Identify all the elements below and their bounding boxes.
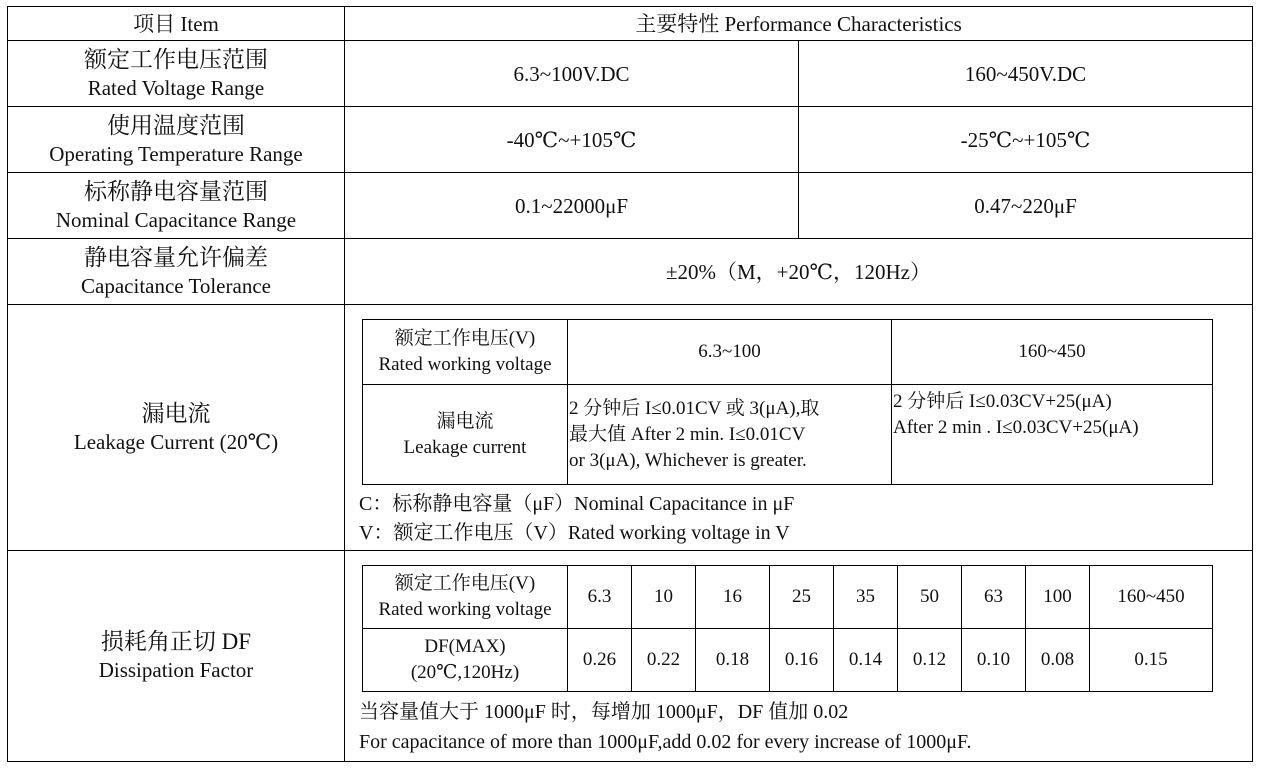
temperature-low: -40℃~+105℃ <box>345 107 799 173</box>
capacitance-en: Nominal Capacitance Range <box>55 207 297 232</box>
leakage-label <box>8 305 345 551</box>
capacitance-high: 0.47~220μF <box>799 173 1253 239</box>
capacitance-cn: 标称静电容量范围 <box>84 178 268 204</box>
leakage-high-formula <box>892 385 1213 485</box>
leakage-content <box>345 305 1253 551</box>
df-voltage-row <box>363 566 1213 629</box>
leakage-table <box>362 319 1213 485</box>
leakage-low-line3: or 3(μA), Whichever is greater. <box>569 449 807 471</box>
df-value-cell: 0.10 <box>962 629 1026 692</box>
df-note-en: For capacitance of more than 1000μF,add 0.02 for every increase of 1000μF. <box>359 731 972 753</box>
df-voltage-cell: 50 <box>898 566 962 629</box>
df-value-cell: 0.18 <box>696 629 770 692</box>
df-voltage-cell: 25 <box>770 566 834 629</box>
row-leakage <box>8 305 1253 551</box>
leakage-current-row <box>363 385 1213 485</box>
df-value-row <box>363 629 1213 692</box>
leakage-voltage-en: Rated working voltage <box>378 354 552 375</box>
leakage-cn: 漏电流 <box>141 400 211 426</box>
tolerance-value: ±20%（M，+20℃，120Hz） <box>345 239 1253 305</box>
df-value-cell: 0.22 <box>632 629 696 692</box>
rated-voltage-high: 160~450V.DC <box>799 41 1253 107</box>
df-note-cn: 当容量值大于 1000μF 时，每增加 1000μF，DF 值加 0.02 <box>359 701 849 723</box>
leakage-voltage-header <box>363 320 568 385</box>
row-dissipation <box>8 551 1253 762</box>
leakage-wrap <box>345 305 1252 550</box>
leakage-current-en: Leakage current <box>403 436 527 458</box>
leakage-voltage-cn: 额定工作电压(V) <box>394 328 536 349</box>
leakage-range-low: 6.3~100 <box>568 320 892 385</box>
leakage-note-c: C：标称静电容量（μF）Nominal Capacitance in μF <box>359 493 795 515</box>
df-voltage-header <box>363 566 568 629</box>
dissipation-en: Dissipation Factor <box>98 658 254 682</box>
df-voltage-cell: 6.3 <box>568 566 632 629</box>
rated-voltage-en: Rated Voltage Range <box>87 75 265 100</box>
df-voltage-en: Rated working voltage <box>378 599 552 620</box>
leakage-range-high: 160~450 <box>892 320 1213 385</box>
df-value-cell: 0.14 <box>834 629 898 692</box>
df-max-label: DF(MAX) <box>424 636 506 657</box>
header-row <box>8 7 1253 41</box>
leakage-low-formula <box>568 385 892 485</box>
temperature-cn: 使用温度范围 <box>107 112 245 138</box>
df-value-cell: 0.26 <box>568 629 632 692</box>
capacitance-label <box>8 173 345 239</box>
dissipation-label <box>8 551 345 762</box>
df-voltage-cn: 额定工作电压(V) <box>394 573 536 594</box>
capacitance-low: 0.1~22000μF <box>345 173 799 239</box>
leakage-current-cn: 漏电流 <box>436 410 494 432</box>
row-tolerance <box>8 239 1253 305</box>
tolerance-cn: 静电容量允许偏差 <box>84 244 268 270</box>
df-value-cell: 0.16 <box>770 629 834 692</box>
df-value-header <box>363 629 568 692</box>
dissipation-table <box>362 565 1213 692</box>
rated-voltage-label <box>8 41 345 107</box>
leakage-low-line2: 最大值 After 2 min. I≤0.01CV <box>569 423 806 445</box>
row-capacitance <box>8 173 1253 239</box>
tolerance-en: Capacitance Tolerance <box>81 273 271 298</box>
df-condition: (20℃,120Hz) <box>410 662 520 683</box>
leakage-high-line2: After 2 min . I≤0.03CV+25(μA) <box>893 417 1139 438</box>
df-voltage-cell: 63 <box>962 566 1026 629</box>
temperature-high: -25℃~+105℃ <box>799 107 1253 173</box>
leakage-notes <box>359 490 794 548</box>
df-voltage-cell: 10 <box>632 566 696 629</box>
df-voltage-cell: 100 <box>1026 566 1090 629</box>
dissipation-notes <box>359 697 972 757</box>
dissipation-wrap <box>345 551 1252 761</box>
leakage-current-header <box>363 385 568 485</box>
rated-voltage-low: 6.3~100V.DC <box>345 41 799 107</box>
df-voltage-cell: 160~450 <box>1090 566 1213 629</box>
leakage-voltage-row <box>363 320 1213 385</box>
df-voltage-cell: 35 <box>834 566 898 629</box>
header-item: 项目 Item <box>8 7 345 41</box>
tolerance-label <box>8 239 345 305</box>
row-temperature <box>8 107 1253 173</box>
dissipation-cn: 损耗角正切 DF <box>100 629 252 654</box>
header-performance: 主要特性 Performance Characteristics <box>345 7 1253 41</box>
leakage-low-line1: 2 分钟后 I≤0.01CV 或 3(μA),取 <box>569 397 820 419</box>
leakage-en: Leakage Current (20℃) <box>73 429 279 454</box>
df-voltage-cell: 16 <box>696 566 770 629</box>
leakage-note-v: V：额定工作电压（V）Rated working voltage in V <box>359 522 790 544</box>
leakage-high-line1: 2 分钟后 I≤0.03CV+25(μA) <box>893 391 1112 412</box>
spec-table <box>7 6 1253 762</box>
temperature-label <box>8 107 345 173</box>
temperature-en: Operating Temperature Range <box>49 141 303 166</box>
dissipation-content <box>345 551 1253 762</box>
rated-voltage-cn: 额定工作电压范围 <box>84 46 268 72</box>
df-value-cell: 0.08 <box>1026 629 1090 692</box>
row-rated-voltage <box>8 41 1253 107</box>
df-value-cell: 0.12 <box>898 629 962 692</box>
df-value-cell: 0.15 <box>1090 629 1213 692</box>
